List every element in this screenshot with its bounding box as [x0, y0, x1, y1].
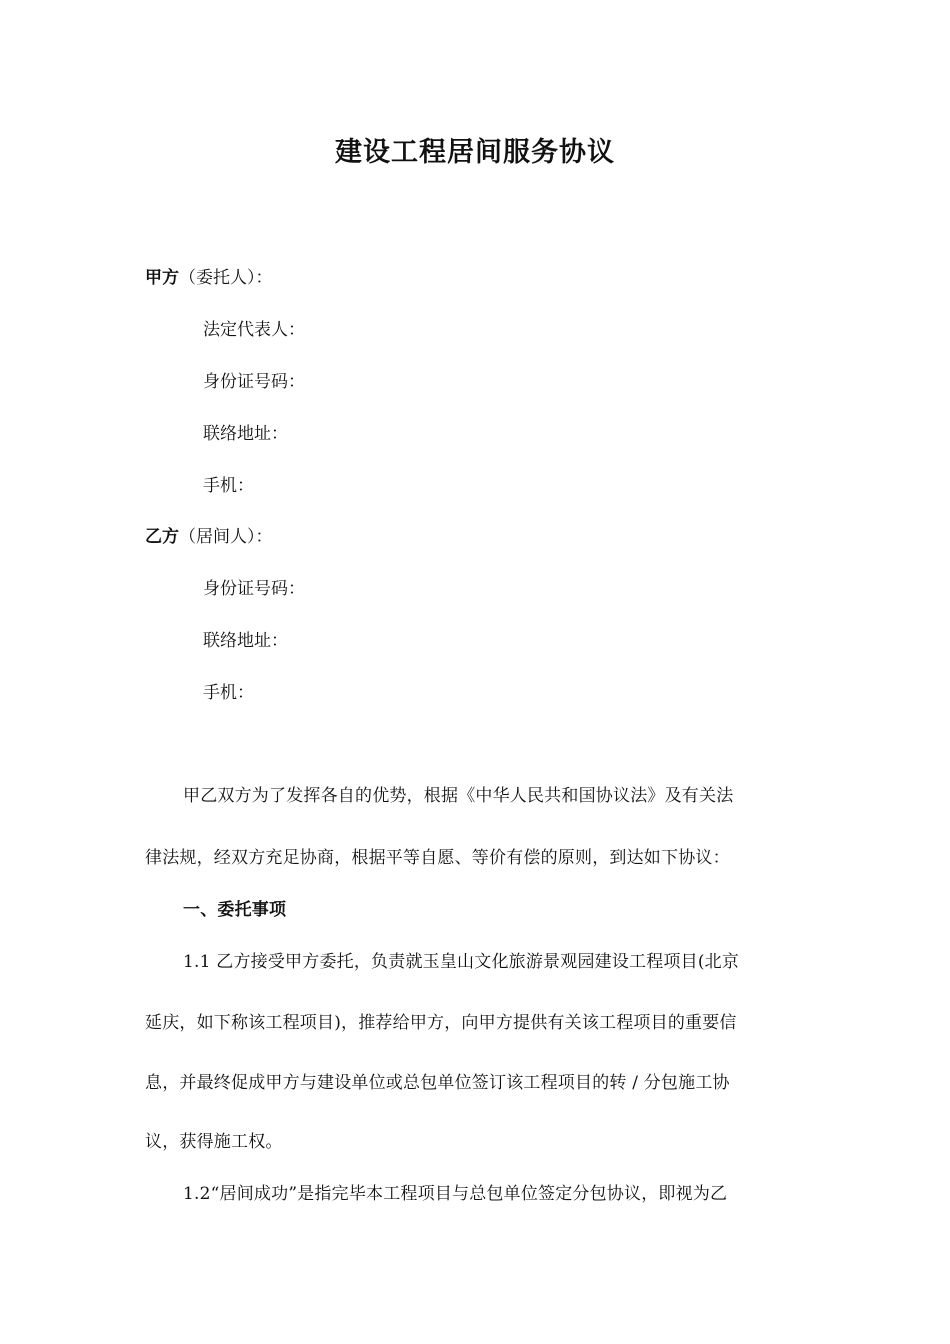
- body-line: 延庆，如下称该工程项目)，推荐给甲方，向甲方提供有关该工程项目的重要信: [145, 1013, 737, 1033]
- field-label: 联络地址：: [203, 631, 288, 651]
- party-a-field-id-number: [203, 370, 305, 394]
- party-a-row: [145, 266, 273, 290]
- document-title: 建设工程居间服务协议: [335, 137, 615, 168]
- field-label: 联络地址：: [203, 424, 288, 444]
- party-b-role: （居间人）：: [179, 527, 273, 547]
- body-line: 1.2“居间成功”是指完毕本工程项目与总包单位签定分包协议，即视为乙: [183, 1184, 728, 1204]
- party-b-field-address: [203, 629, 288, 653]
- body-line: 甲乙双方为了发挥各自的优势，根据《中华人民共和国协议法》及有关法: [183, 786, 734, 806]
- field-label: 身份证号码：: [203, 579, 305, 599]
- party-a-field-mobile: [203, 474, 254, 498]
- body-line: 1.1 乙方接受甲方委托，负责就玉皇山文化旅游景观园建设工程项目(北京: [183, 952, 740, 972]
- body-line: 律法规，经双方充足协商，根据平等自愿、等价有偿的原则，到达如下协议：: [145, 848, 730, 868]
- field-label: 手机：: [203, 476, 254, 496]
- party-a-field-address: [203, 422, 288, 446]
- party-b-field-id-number: [203, 577, 305, 601]
- party-b-row: [145, 525, 273, 549]
- body-line: 息，并最终促成甲方与建设单位或总包单位签订该工程项目的转 / 分包施工协: [145, 1073, 730, 1093]
- field-label: 法定代表人：: [203, 320, 305, 340]
- field-label: 手机：: [203, 683, 254, 703]
- party-b-field-mobile: [203, 681, 254, 705]
- section-heading: 一、委托事项: [183, 900, 287, 920]
- party-b-label: 乙方: [145, 527, 179, 547]
- party-a-label: 甲方: [145, 268, 179, 288]
- body-line: 议，获得施工权。: [145, 1132, 283, 1152]
- party-a-field-representative: [203, 318, 305, 342]
- field-label: 身份证号码：: [203, 372, 305, 392]
- party-a-role: （委托人）：: [179, 268, 273, 288]
